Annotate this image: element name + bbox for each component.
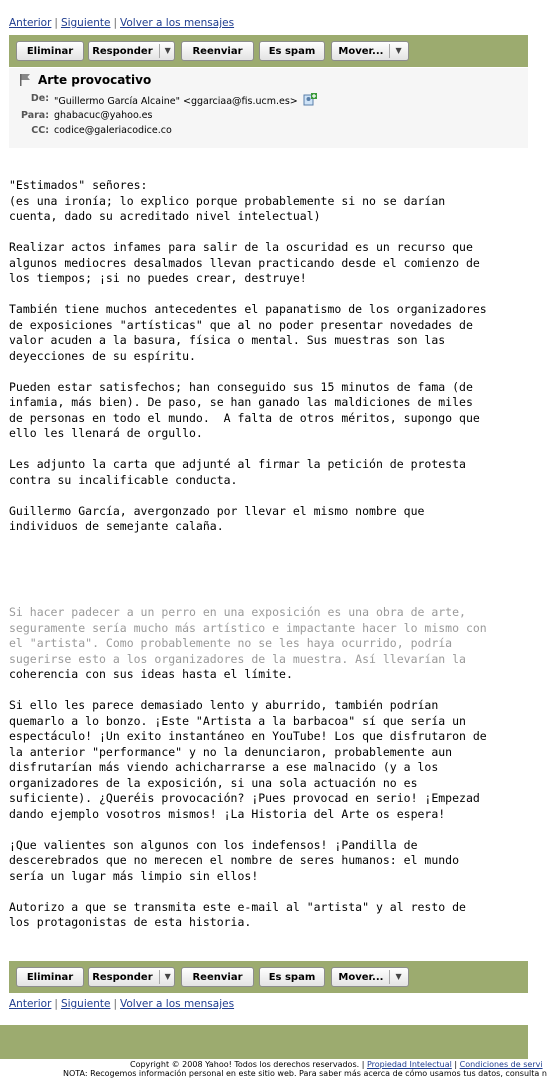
- back-to-messages-link[interactable]: Volver a los mensajes: [120, 998, 235, 1010]
- message-body: [9, 178, 524, 535]
- body-line: (es una ironía; lo explico porque probablemente si no se darían: [9, 193, 446, 208]
- reply-button[interactable]: [88, 41, 175, 61]
- top-navigation: [9, 17, 234, 29]
- body-blank-line: [9, 884, 524, 900]
- body-line: Realizar actos infames para salir de la oscuridad es un recurso que: [9, 240, 473, 254]
- from-label: De:: [30, 93, 49, 104]
- nav-separator: |: [113, 998, 117, 1010]
- spam-button[interactable]: [259, 967, 325, 987]
- body-line: Les adjunto la carta que adjunté al firmar la petición de protesta: [9, 457, 466, 471]
- body-line: Pueden estar satisfechos; han conseguido sus 15 minutos de fama (de: [9, 379, 473, 394]
- forward-button-label: Reenviar: [192, 45, 243, 57]
- body-line: dando ejemplo vosotros mismos! ¡La Historia del Arte os espera!: [9, 806, 446, 821]
- chevron-down-icon[interactable]: ▼: [159, 44, 171, 58]
- move-button-label: Mover...: [338, 45, 384, 57]
- body-line: los protagonistas de esta historia.: [9, 915, 252, 929]
- body-line: valor acuden a la basura, física o mental. Sus muestras son las: [9, 333, 446, 347]
- chevron-down-icon[interactable]: ▼: [159, 970, 171, 984]
- body-line: de exposiciones "artísticas" que al no poder presentar novedades de: [9, 317, 473, 332]
- back-to-messages-link[interactable]: Volver a los mensajes: [120, 17, 235, 29]
- reply-button-label: Responder: [92, 45, 153, 57]
- delete-button[interactable]: [16, 41, 84, 61]
- body-line: la anterior "performance" y no la denunciaron, probablemente aun: [9, 744, 453, 759]
- terms-link[interactable]: Condiciones de servi: [459, 1060, 543, 1069]
- body-line: los tiempos; ¡si no puedes crear, destruye!: [9, 271, 307, 285]
- body-blank-line: [9, 683, 524, 699]
- body-line: disfrutarían más viendo achicharrarse a ese malnacido (y a los: [9, 760, 439, 774]
- spam-button-label: Es spam: [268, 45, 316, 57]
- privacy-note: NOTA: Recogemos información personal en este sitio web. Para saber más acerca de cómo usamos tus datos, consulta n: [63, 1069, 547, 1078]
- body-blank-line: [9, 442, 524, 458]
- next-link[interactable]: Siguiente: [60, 998, 111, 1010]
- reply-button[interactable]: [88, 967, 175, 987]
- bottom-navigation: [9, 998, 234, 1010]
- body-line: Si ello les parece demasiado lento y aburrido, también podrían: [9, 698, 439, 712]
- move-button-label: Mover...: [338, 971, 384, 983]
- body-line: Autorizo a que se transmita este e-mail al "artista" y al resto de: [9, 899, 466, 914]
- body-line: organizadores de la exposición, si una sola actuación no es: [9, 775, 418, 790]
- add-contact-icon[interactable]: [303, 93, 317, 106]
- copyright-line: Copyright © 2008 Yahoo! Todos los derechos reservados. | Propiedad Intelectual | Condiciones de servi: [130, 1060, 543, 1069]
- body-line: descerebrados que no merecen el nombre de seres humanos: el mundo: [9, 853, 460, 867]
- chevron-down-icon[interactable]: ▼: [389, 970, 401, 984]
- move-button[interactable]: [331, 41, 409, 61]
- previous-link[interactable]: Anterior: [9, 17, 52, 29]
- spam-button-label: Es spam: [268, 971, 316, 983]
- cc-value: codice@galeriacodice.co: [54, 125, 172, 136]
- body-line: individuos de semejante calaña.: [9, 519, 224, 533]
- nav-separator: |: [54, 998, 58, 1010]
- body-line: Si hacer padecer a un perro en una exposición es una obra de arte,: [9, 605, 466, 619]
- message-header: [9, 68, 528, 148]
- body-line: También tiene muchos antecedentes el papanatismo de los organizadores: [9, 302, 487, 316]
- body-blank-line: [9, 488, 524, 504]
- delete-button[interactable]: [16, 967, 84, 987]
- body-blank-line: [9, 364, 524, 380]
- body-line: ¡Que valientes son algunos con los indefensos! ¡Pandilla de: [9, 837, 418, 852]
- chevron-down-icon[interactable]: ▼: [389, 44, 401, 58]
- delete-button-label: Eliminar: [26, 971, 74, 983]
- body-line: contra su incalificable conducta.: [9, 472, 238, 487]
- message-subject: Arte provocativo: [38, 73, 152, 87]
- body-blank-line: [9, 822, 524, 838]
- next-link[interactable]: Siguiente: [60, 17, 111, 29]
- body-blank-line: [9, 225, 524, 241]
- nav-separator: |: [54, 17, 58, 29]
- delete-button-label: Eliminar: [26, 45, 74, 57]
- body-line: seguramente sería mucho más artístico e impactante hacer lo mismo con: [9, 620, 487, 635]
- forward-button[interactable]: [181, 41, 254, 61]
- from-value: [54, 93, 317, 107]
- to-label: Para:: [20, 110, 49, 121]
- message-toolbar-bottom: [9, 961, 528, 993]
- body-line: "Estimados" señores:: [9, 178, 148, 192]
- body-line: sugerirse esto a los organizadores de la muestra. Así llevarían la: [9, 651, 466, 666]
- body-line: coherencia con sus ideas hasta el límite.: [9, 667, 293, 681]
- body-blank-line: [9, 287, 524, 303]
- move-button[interactable]: [331, 967, 409, 987]
- message-toolbar-top: [9, 35, 528, 67]
- privacy-link[interactable]: Propiedad Intelectual: [366, 1060, 452, 1069]
- body-line: quemarlo a lo bonzo. ¡Este "Artista a la barbacoa" sí que sería un: [9, 713, 466, 728]
- forward-button-label: Reenviar: [192, 971, 243, 983]
- body-line: Guillermo García, avergonzado por llevar el mismo nombre que: [9, 503, 425, 518]
- flag-icon[interactable]: [20, 74, 30, 86]
- body-line: de personas en todo el mundo. A falta de otros méritos, supongo que: [9, 410, 480, 425]
- to-value: ghabacuc@yahoo.es: [54, 110, 153, 121]
- body-line: suficiente). ¿Queréis provocación? ¡Pues provocad en serio! ¡Empezad: [9, 791, 480, 805]
- copyright-text: Copyright © 2008 Yahoo! Todos los derechos reservados.: [130, 1060, 360, 1069]
- forward-button[interactable]: [181, 967, 254, 987]
- body-line: espectáculo! ¡Un exito instantáneo en YouTube! Los que disfrutaron de: [9, 729, 487, 743]
- footer-bar: [0, 1025, 528, 1059]
- body-line: deyecciones de su espíritu.: [9, 348, 196, 363]
- sender-address: "Guillermo García Alcaine" <ggarciaa@fis.ucm.es>: [54, 96, 298, 107]
- cc-label: CC:: [31, 125, 49, 136]
- body-line: sería un lugar más limpio sin ellos!: [9, 868, 259, 883]
- body-line: ello les llenará de orgullo.: [9, 426, 203, 440]
- message-body-continued: [9, 667, 524, 931]
- nav-separator: |: [113, 17, 117, 29]
- body-line: el "artista". Como probablemente no se les haya ocurrido, podría: [9, 636, 453, 650]
- reply-button-label: Responder: [92, 971, 153, 983]
- body-line: infamia, más bien). De paso, se han ganado las maldiciones de miles: [9, 395, 473, 409]
- body-line: algunos mediocres desalmados llevan practicando desde el comienzo de: [9, 255, 480, 270]
- previous-link[interactable]: Anterior: [9, 998, 52, 1010]
- body-line: cuenta, dado su acreditado nivel intelectual): [9, 209, 321, 223]
- message-body-quoted-faded: [9, 605, 524, 667]
- spam-button[interactable]: [259, 41, 325, 61]
